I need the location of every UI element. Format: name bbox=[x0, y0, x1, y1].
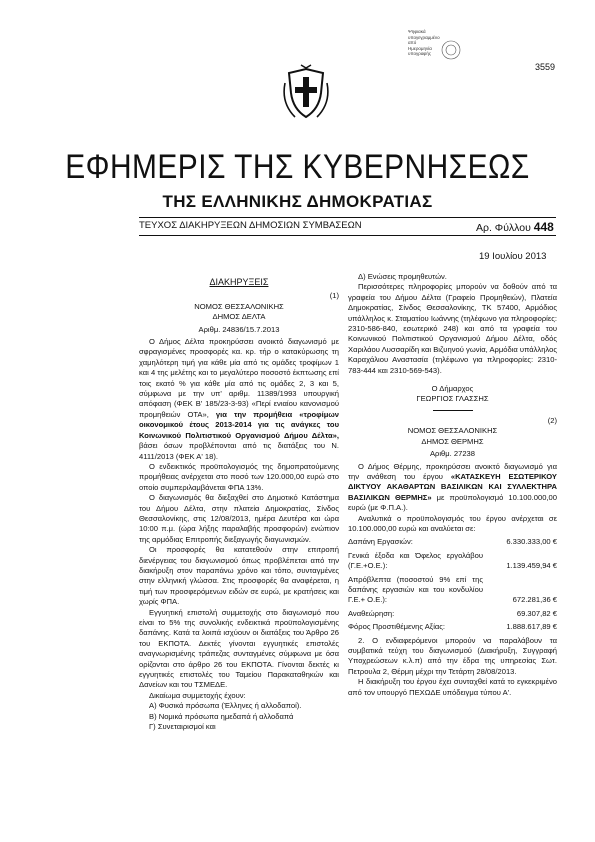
mayor-name: ΓΕΩΡΓΙΟΣ ΓΛΑΣΣΗΣ bbox=[416, 394, 489, 404]
mayor-title: Ο Δήμαρχος bbox=[431, 384, 474, 394]
header-rule-top bbox=[139, 217, 556, 218]
notice-1-paragraph: Ο Δήμος Δέλτα προκηρύσσει ανοικτό διαγωνισμό με σφραγισμένες προσφορές κα. κρ. τήρ ο κατακύρωσης τη χαμηλότερη τιμή για κάθε μία από τις ομάδες τροφίμων 1 και 4 της μελέτης και το μεγαλύτερο ποσοστό έκπτωσης επί τοις εκατό % για κάθε μία από τις ομάδες 2, 3 και 5, σύμφωνα με την υπ' αριθμ. 11389/1993 υπουργική απόφαση (ΦΕΚ Β' 185/23-3-93) «Περί ενιαίου κανονισμού προμηθειών ΟΤΑ», για την προμήθεια «τροφίμων οικονομικού έτους 2013-2014 για τις ανάγκες του Κοινωνικού Πολιτιστικού Οργανισμού Δήμου Δέλτα», βάσει όσων προβλέπονται από τις διατάξεις του Ν. 4111/2013 (ΦΕΚ Α' 18). bbox=[139, 337, 339, 461]
notice-1-number: (1) bbox=[329, 291, 339, 301]
page-number: 3559 bbox=[535, 62, 556, 72]
notice-2-ref: Αριθμ. 27238 bbox=[429, 449, 475, 459]
notice-1-paragraph: Δικαίωμα συμμετοχής έχουν: bbox=[149, 690, 246, 700]
sheet-number: Αρ. Φύλλου 448 bbox=[476, 220, 554, 234]
notice-2-paragraph: 2. Ο ενδιαφερόμενοι μπορούν να παραλάβουν τα συμβατικά τεύχη του διαγωνισμού (Διακήρυξη, Συγγραφή Υποχρεώσεων κ.λ.π) από την έδρα της υπηρεσίας Σωτ. Πετρουλα 2, Θέρμη μέχρι την Τετάρτη 28/08/2013. bbox=[348, 635, 557, 676]
notice-2-number: (2) bbox=[547, 415, 557, 425]
notice-2-paragraph: Η διακήρυξη του έργου έχει συνταχθεί κατά το εγκεκριμένο από τον υπουργό ΠΕΧΩΔΕ υπόδειγμα τύπου Α'. bbox=[348, 677, 557, 697]
cost-row: Αναθεώρηση: 69.307,82 € bbox=[348, 608, 557, 618]
notice-1-ref: Αριθμ. 24836/15.7.2013 bbox=[198, 324, 280, 334]
notice-separator bbox=[433, 410, 473, 411]
right-column bbox=[348, 272, 557, 698]
notice-1-municipality: ΔΗΜΟΣ ΔΕΛΤΑ bbox=[212, 312, 266, 322]
notice-1-paragraph: Ο διαγωνισμός θα διεξαχθεί στο Δημοτικό Κατάστημα του Δήμου Δέλτα, στην πλατεία Δημοκρατίας, Σίνδος Θεσσαλονίκης, στις 12/08/2013, ημέρα Δευτέρα και ώρα 10:00 π.μ. (ώρα λήξης παραλαβής προσφορών) ενώπιον της αρμόδιας Επιτροπής διεξαγωγής διαγωνισμών. bbox=[139, 493, 339, 544]
list-item: Δ) Ενώσεις προμηθευτών. bbox=[358, 272, 447, 281]
notice-2-paragraph: Ο Δήμος Θέρμης, προκηρύσσει ανοικτό διαγωνισμό για την ανάθεση του έργου «ΚΑΤΑΣΚΕΥΗ ΕΣΩΤΕΡΙΚΟΥ ΔΙΚΤΥΟΥ ΑΚΑΘΑΡΤΩΝ ΒΑΣΙΛΙΚΩΝ ΚΑΙ ΣΥΛΛΕΚΤΗΡΑ ΒΑΣΙΛΙΚΩΝ ΘΕΡΜΗΣ» με προϋπολογισμό 10.100.000,00 ευρώ (με Φ.Π.Α.). bbox=[348, 461, 557, 513]
section-heading: ΔΙΑΚΗΡΥΞΕΙΣ bbox=[209, 277, 269, 287]
notice-2-municipality: ΔΗΜΟΣ ΘΕΡΜΗΣ bbox=[421, 436, 484, 446]
gazette-title: ΕΦΗΜΕΡΙΣ ΤΗΣ ΚΥΒΕΡΝΗΣΕΩΣ bbox=[65, 148, 530, 186]
gazette-subtitle: ΤΗΣ ΕΛΛΗΝΙΚΗΣ ΔΗΜΟΚΡΑΤΙΑΣ bbox=[162, 192, 433, 211]
signature-seal-icon bbox=[436, 39, 466, 61]
greek-coat-of-arms-icon bbox=[281, 63, 331, 123]
notice-1-prefecture: ΝΟΜΟΣ ΘΕΣΣΑΛΟΝΙΚΗΣ bbox=[194, 301, 284, 311]
notice-1-paragraph: Ο ενδεικτικός προϋπολογισμός της δημοπρατούμενης προμήθειας ανέρχεται στο ποσό των 120.000,00 ευρώ στο οποίο συμπεριλαμβάνεται ΦΠΑ 13%. bbox=[139, 461, 339, 492]
cost-row: Δαπάνη Εργασιών: 6.330.333,00 € bbox=[348, 537, 557, 547]
notice-2-paragraph: Αναλυτικά ο προϋπολογισμός του έργου ανέρχεται σε 10.100.000,00 ευρώ και αναλύεται σε: bbox=[348, 513, 557, 533]
issue-date: 19 Ιουλίου 2013 bbox=[479, 251, 547, 262]
header-rule-bottom bbox=[139, 235, 556, 236]
cost-row: Γενικά έξοδα και Όφελος εργολάβου (Γ.Ε.+Ο.Ε.): 1.139.459,94 € bbox=[348, 550, 557, 571]
notice-1-paragraph: Εγγυητική επιστολή συμμετοχής στο διαγωνισμό που είναι το 5% της συνολικής ενδεικτικά προϋπολογισμένης δαπάνης. Κατά τα λοιπά ισχύουν οι διατάξεις του Άρθρο 26 του ΕΚΠΟΤΑ. Δεκτές γίνονται εγγυητικές επιστολές αναγνωρισμένης τράπεζας συνταγμένες σύμφωνα με όσα ορίζονται στο άρθρο 26 του ΕΚΠΟΤΑ. Γίνονται δεκτές κι εγγυητικές επιστολές του Ταμείου Παρακαταθηκών και Δανείων και του ΤΣΜΕΔΕ. bbox=[139, 607, 339, 690]
list-item: Γ) Συνεταιρισμοί και bbox=[149, 722, 216, 732]
left-column bbox=[139, 277, 339, 732]
notice-1-paragraph: Οι προσφορές θα κατατεθούν στην επιτροπή διενέργειας του διαγωνισμού όπως προβλέπεται από την διακήρυξη στον παραπάνω χρόνο και τόπο, συνταγμένες στην ελληνική γλώσσα. Στις προσφορές θα αναφέρεται, η τιμή των προσφερόμενων ειδών σε ευρώ, με κρατήσεις και χωρίς ΦΠΑ. bbox=[139, 545, 339, 607]
notice-2-prefecture: ΝΟΜΟΣ ΘΕΣΣΑΛΟΝΙΚΗΣ bbox=[407, 426, 498, 436]
cost-row: Φόρος Προστιθέμενης Αξίας: 1.888.617,89 € bbox=[348, 622, 557, 632]
list-item: Α) Φυσικά πρόσωπα (Έλληνες ή αλλοδαποί). bbox=[149, 701, 302, 711]
info-paragraph: Περισσότερες πληροφορίες μπορούν να δοθούν από τα γραφεία του Δήμου Δέλτα (Γραφείο Προμηθειών), Πλατεία Δημοκρατίας, Σίνδος Θεσσαλονίκης, ΤΚ 57400, Αρμόδιος υπάλληλος κ. Σταματίου Ιωάννης (τηλέφωνο για πληροφορίες: 2310-586-840, εσωτερικό 248) και από τα γραφεία του Κοινωνικού Πολιτιστικού Οργανισμού Δήμου Δέλτα, οδός Χαριλάου Λυσσαρίδη και Βιζυηνού γωνία, Αρμόδια υπάλληλος Καραχάλιου Αναστασία (τηλέφωνο για πληροφορίες: 2310-783-444 και 2310-569-543). bbox=[348, 282, 557, 375]
list-item: Β) Νομικά πρόσωπα ημεδαπά ή αλλοδαπά bbox=[149, 711, 294, 721]
issue-series: ΤΕΥΧΟΣ ΔΙΑΚΗΡΥΞΕΩΝ ΔΗΜΟΣΙΩΝ ΣΥΜΒΑΣΕΩΝ bbox=[139, 220, 362, 231]
cost-row: Απρόβλεπτα (ποσοστού 9% επί της δαπάνης εργασιών και του κονδυλίου Γ.Ε.+ Ο.Ε.): 672.281,36 € bbox=[348, 574, 557, 605]
digital-signature-block: Ψηφιακά υπογεγραμμένο από Ημερομηνία υπογραφής bbox=[408, 29, 468, 57]
